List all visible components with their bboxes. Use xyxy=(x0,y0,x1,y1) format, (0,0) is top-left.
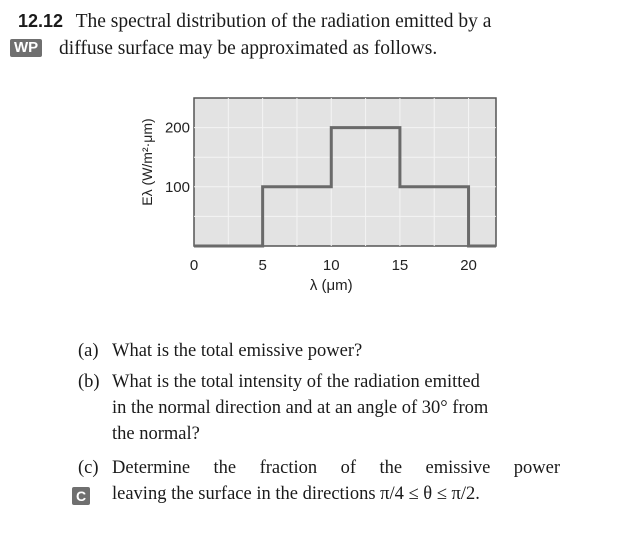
x-tick-label: 0 xyxy=(189,257,199,274)
problem-text-line1: The spectral distribution of the radiation emitted by a xyxy=(75,11,492,32)
question-c-label: (c) xyxy=(78,458,99,478)
x-tick-label: 15 xyxy=(391,257,409,274)
x-axis-label: λ (μm) xyxy=(309,277,353,294)
y-tick-label: 100 xyxy=(164,178,190,196)
question-a xyxy=(78,338,362,364)
problem-line-1 xyxy=(18,8,491,35)
y-tick-label: 200 xyxy=(164,119,190,137)
question-b-line-3: the normal? xyxy=(112,424,200,444)
spectral-distribution-chart xyxy=(130,92,510,302)
problem-line-2 xyxy=(10,36,437,62)
question-c-line-2: leaving the surface in the directions π/4 ≤ θ ≤ π/2. xyxy=(112,484,480,504)
c-badge: C xyxy=(72,487,90,505)
x-tick-label: 10 xyxy=(322,257,340,274)
problem-number: 12.12 xyxy=(18,11,64,31)
question-b-label: (b) xyxy=(78,372,100,392)
question-b-line-2: in the normal direction and at an angle of 30° from xyxy=(112,398,489,418)
problem-text-line2: diffuse surface may be approximated as follows. xyxy=(59,38,438,59)
question-c-line-1: Determine the fraction of the emissive power xyxy=(112,458,560,478)
question-b-line-1: What is the total intensity of the radiation emitted xyxy=(112,372,480,392)
question-a-label: (a) xyxy=(78,341,99,361)
plot-area xyxy=(194,98,496,246)
wp-badge: WP xyxy=(10,39,42,57)
x-tick-label: 20 xyxy=(460,257,477,274)
y-axis-label: Eλ (W/m²·μm) xyxy=(139,118,155,206)
question-c xyxy=(78,455,560,507)
x-tick-label: 5 xyxy=(258,257,267,274)
question-a-line-1: What is the total emissive power? xyxy=(112,341,363,361)
question-b xyxy=(78,369,488,447)
